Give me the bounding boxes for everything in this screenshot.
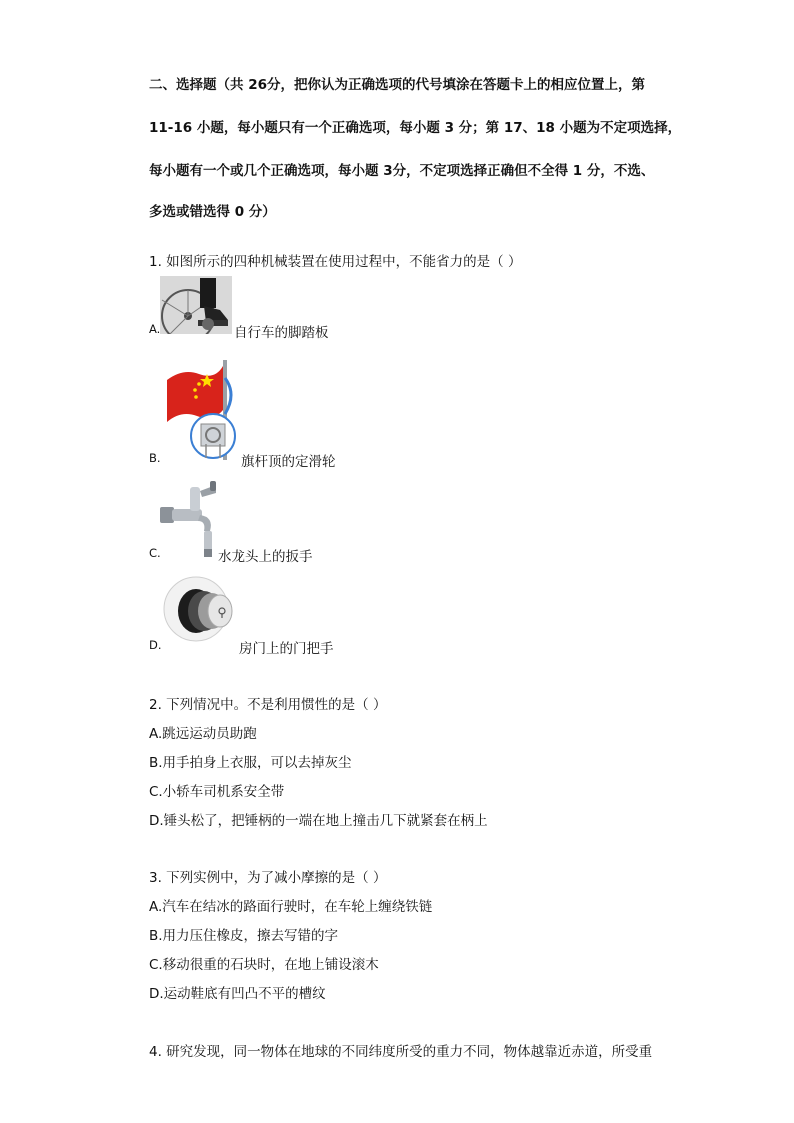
q3-option-a: A.汽车在结冰的路面行驶时，在车轮上缠绕铁链 xyxy=(149,899,433,915)
section-header-line-2: 11-16 小题，每小题只有一个正确选项，每小题 3 分；第 17、18 小题为不定项选择， xyxy=(149,120,682,136)
q1-option-d-letter: D. xyxy=(149,638,162,652)
q1-option-a-letter: A. xyxy=(149,322,161,336)
q1-option-c-text: 水龙头上的扳手 xyxy=(218,549,313,565)
question-2-stem: 2. 下列情况中。不是利用惯性的是（ ） xyxy=(149,697,387,713)
question-4-stem: 4. 研究发现，同一物体在地球的不同纬度所受的重力不同，物体越靠近赤道，所受重 xyxy=(149,1044,653,1060)
q3-option-b: B.用力压住橡皮，擦去写错的字 xyxy=(149,928,339,944)
q2-option-a: A.跳远运动员助跑 xyxy=(149,726,257,742)
question-1-stem: 1. 如图所示的四种机械装置在使用过程中，不能省力的是（ ） xyxy=(149,254,522,270)
section-header-line-1: 二、选择题（共 26分，把你认为正确选项的代号填涂在答题卡上的相应位置上，第 xyxy=(149,77,645,93)
q1-option-b-letter: B. xyxy=(149,451,161,465)
q1-option-c-letter: C. xyxy=(149,546,161,560)
q1-option-a-text: 自行车的脚踏板 xyxy=(234,325,329,341)
q2-option-c: C.小轿车司机系安全带 xyxy=(149,784,285,800)
q3-option-d: D.运动鞋底有凹凸不平的槽纹 xyxy=(149,986,326,1002)
door-knob-image xyxy=(162,573,238,647)
faucet-image xyxy=(160,479,218,559)
q3-option-c: C.移动很重的石块时，在地上铺设滚木 xyxy=(149,957,379,973)
q1-option-b-text: 旗杆顶的定滑轮 xyxy=(241,454,336,470)
bicycle-pedal-image xyxy=(160,276,232,334)
section-header-line-3: 每小题有一个或几个正确选项，每小题 3分，不定项选择正确但不全得 1 分，不选、 xyxy=(149,163,655,179)
flag-pulley-image xyxy=(163,358,239,462)
q2-option-b: B.用手拍身上衣服，可以去掉灰尘 xyxy=(149,755,352,771)
q2-option-d: D.锤头松了，把锤柄的一端在地上撞击几下就紧套在柄上 xyxy=(149,813,488,829)
question-3-stem: 3. 下列实例中，为了减小摩擦的是（ ） xyxy=(149,870,387,886)
section-header-line-4: 多选或错选得 0 分） xyxy=(149,204,276,220)
q1-option-d-text: 房门上的门把手 xyxy=(239,641,334,657)
